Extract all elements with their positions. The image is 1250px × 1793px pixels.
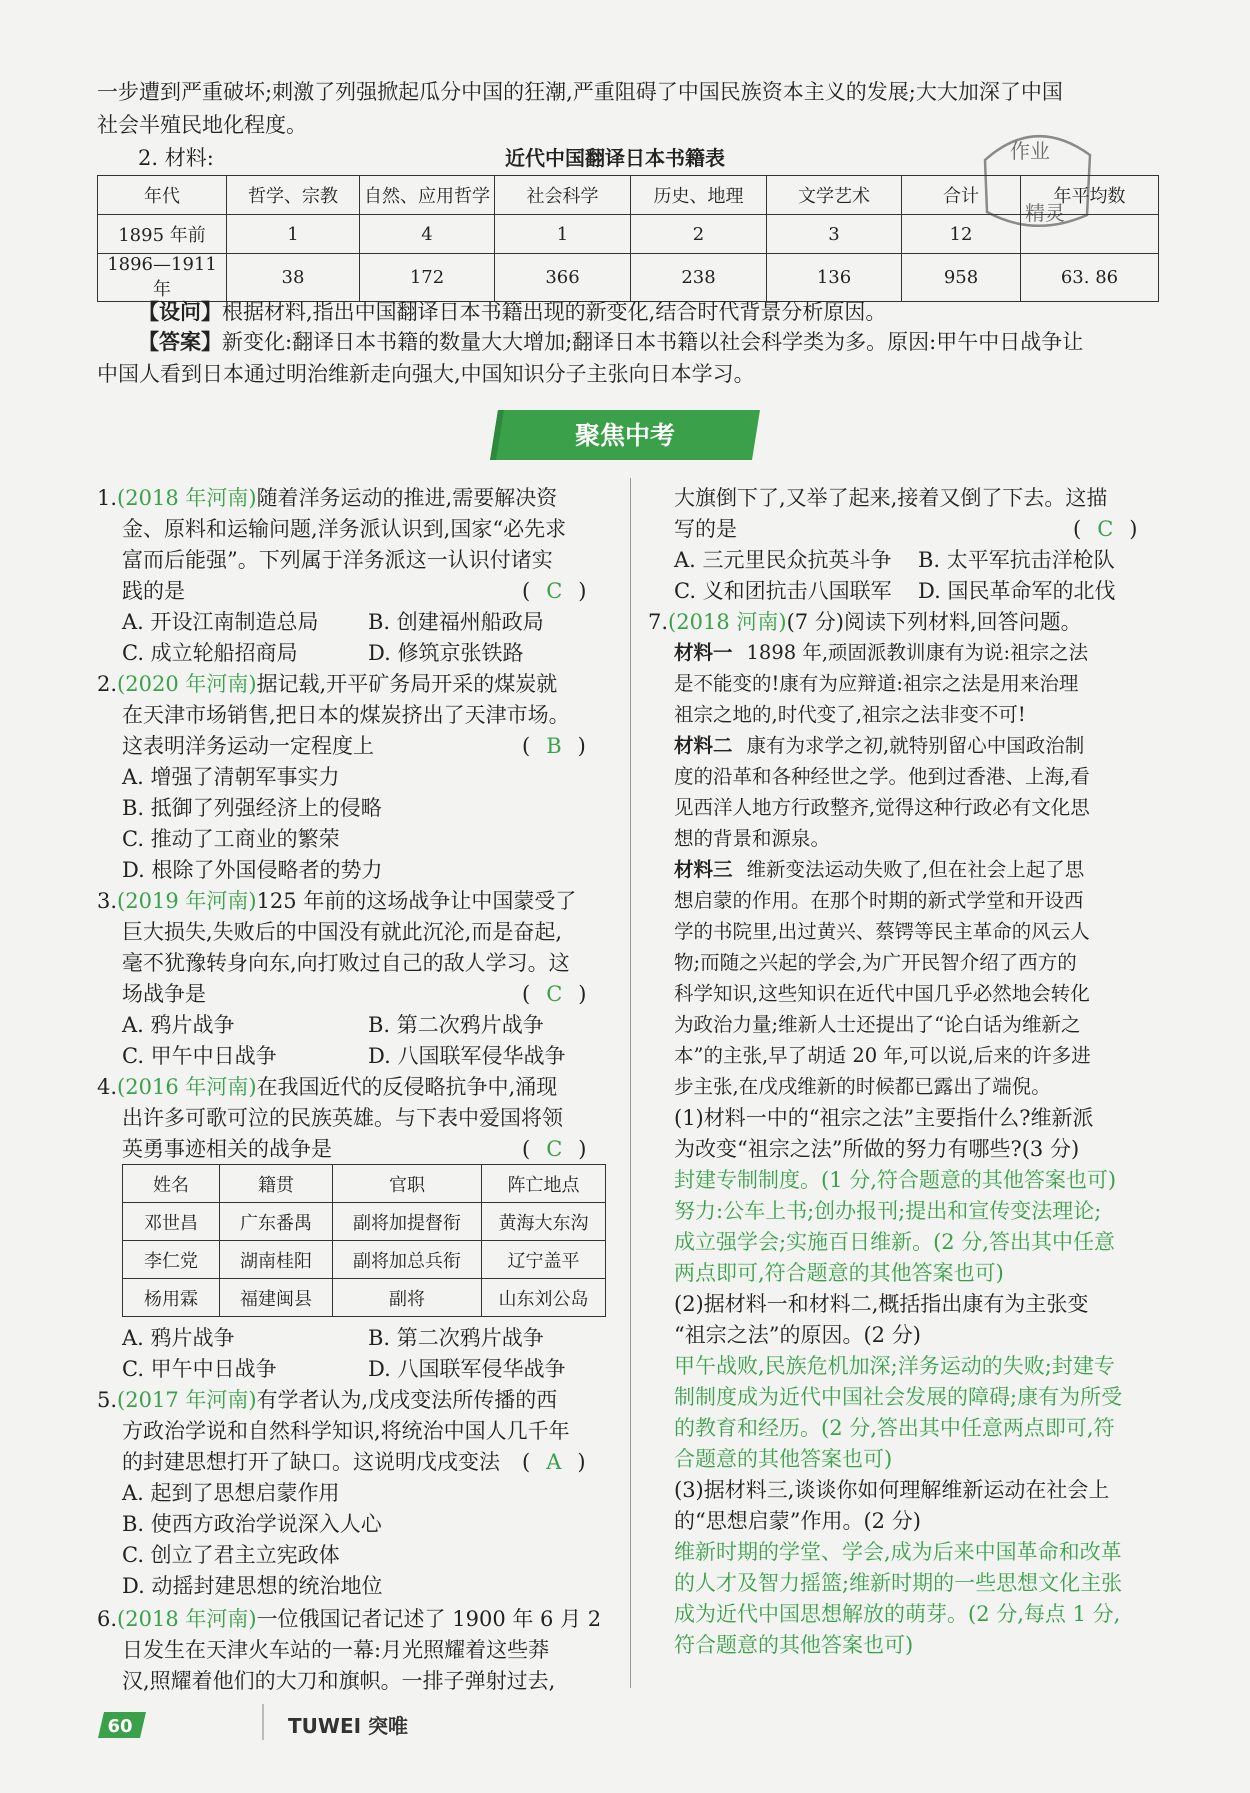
th-average: 年平均数 (1021, 176, 1159, 215)
section-title: 聚焦中考 (574, 421, 676, 450)
stamp-bottom-text: 精灵 (1025, 201, 1065, 225)
q3-line-1: 3.(2019 年河南)125 年前的这场战争让中国蒙受了 (97, 889, 577, 913)
page-number-badge (98, 1712, 146, 1738)
intro-line-1: 一步遭到严重破坏;刺激了列强掀起瓜分中国的狂潮,严重阻碍了中国民族资本主义的发展;大大加深了中国 (97, 80, 1063, 104)
th-natural: 自然、应用哲学 (360, 176, 495, 215)
q2-line-1: 2.(2020 年河南)据记载,开平矿务局开采的煤炭就 (97, 672, 558, 696)
footer-divider (262, 1704, 264, 1740)
q1-line-1: 1.(2018 年河南)随着洋务运动的推进,需要解决资 (97, 486, 558, 510)
q6-answer: ( C ) (1073, 517, 1138, 541)
page-number: 60 (107, 1716, 133, 1737)
q2-answer: ( B ) (522, 734, 586, 758)
stamp-top-text: 作业 (1010, 139, 1050, 163)
translation-table (97, 175, 1159, 302)
table-row: 李仁党 湖南桂阳 副将加总兵衔 辽宁盖平 (123, 1241, 606, 1279)
table-row: 1896—1911 年 38 172 366 238 136 958 63. 86 (98, 254, 1159, 302)
q5-line-1: 5.(2017 年河南)有学者认为,戊戌变法所传播的西 (97, 1388, 558, 1412)
table-title: 近代中国翻译日本书籍表 (505, 146, 725, 170)
table-row: 1895 年前 1 4 1 2 3 12 (98, 215, 1159, 254)
th-history: 历史、地理 (631, 176, 767, 215)
material-label: 2. 材料: (138, 146, 214, 170)
table-row: 邓世昌 广东番禺 副将加提督衔 黄海大东沟 (123, 1203, 606, 1241)
th-year: 年代 (98, 176, 227, 215)
intro-line-2: 社会半殖民地化程度。 (97, 113, 307, 137)
th-philosophy: 哲学、宗教 (227, 176, 360, 215)
table-header-row: 姓名 籍贯 官职 阵亡地点 (123, 1165, 606, 1203)
answer-line-1: 【答案】新变化:翻译日本书籍的数量大大增加;翻译日本书籍以社会科学类为多。原因:甲午中日战争让 (138, 329, 1084, 354)
q6-line-1: 6.(2018 年河南)一位俄国记者记述了 1900 年 6 月 2 (97, 1607, 602, 1631)
answer-line-2: 中国人看到日本通过明治维新走向强大,中国知识分子主张向日本学习。 (97, 362, 755, 386)
column-divider (630, 478, 631, 1688)
section-banner (490, 410, 760, 460)
generals-table (122, 1164, 606, 1317)
q4-answer: ( C ) (522, 1137, 587, 1161)
q3-answer: ( C ) (522, 982, 587, 1006)
q1-answer: ( C ) (522, 579, 587, 603)
q5-answer: ( A ) (522, 1450, 586, 1474)
th-total: 合计 (902, 176, 1021, 215)
table-header-row (98, 176, 1159, 215)
th-social: 社会科学 (495, 176, 631, 215)
table-row: 杨用霖 福建闽县 副将 山东刘公岛 (123, 1279, 606, 1317)
q7-line-1: 7.(2018 河南)(7 分)阅读下列材料,回答问题。 (648, 610, 1082, 634)
brand-logo: TUWEI 突唯 (288, 1714, 409, 1738)
q4-line-1: 4.(2016 年河南)在我国近代的反侵略抗争中,涌现 (97, 1075, 558, 1099)
th-literature: 文学艺术 (767, 176, 902, 215)
question-line: 【设问】根据材料,指出中国翻译日本书籍出现的新变化,结合时代背景分析原因。 (138, 299, 887, 324)
